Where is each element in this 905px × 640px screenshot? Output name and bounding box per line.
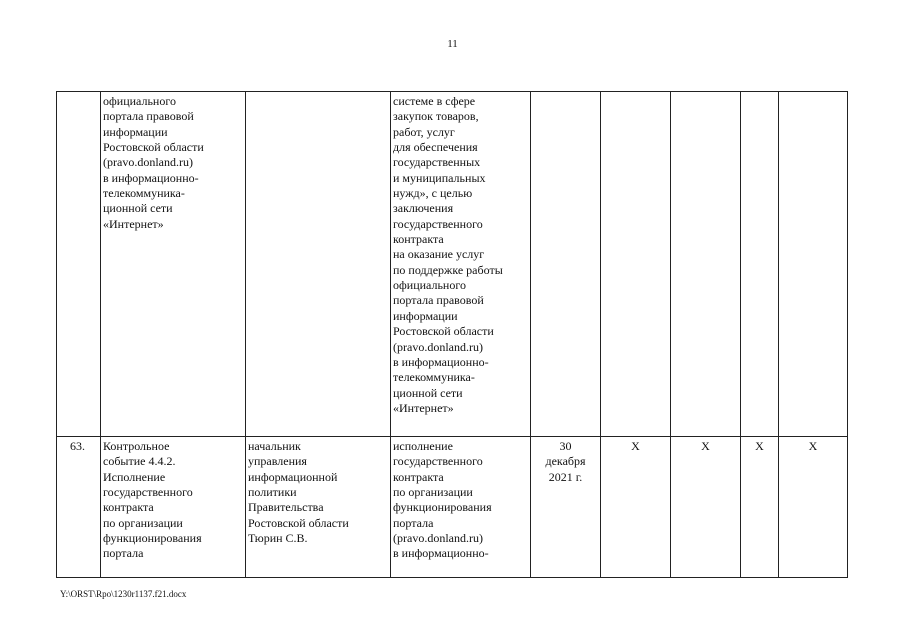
mark-cell: Х [671,437,741,578]
mark-cell: Х [779,437,848,578]
responsible-cell [246,92,391,437]
mark-cell [741,92,779,437]
page-number: 11 [447,38,458,50]
date-cell [531,92,601,437]
plan-table [56,91,848,578]
result-cell: системе в сфере закупок товаров, работ, услуг для обеспечения государственных и муниципальных нужд», с целью заключения государственного контракта на оказание услуг по поддержке работы официального портала правовой информации Ростовской области (pravo.donland.ru) в информационно- телекоммуника- ционной сети «Интернет» [391,92,531,437]
table-row [57,437,848,578]
event-cell: официального портала правовой информации Ростовской области (pravo.donland.ru) в информационно- телекоммуника- ционной сети «Интернет» [101,92,246,437]
row-number: 63. [57,437,101,578]
event-cell: Контрольное событие 4.4.2. Исполнение государственного контракта по организации функционирования портала [101,437,246,578]
table-row [57,92,848,437]
mark-cell: Х [601,437,671,578]
mark-cell [601,92,671,437]
mark-cell: Х [741,437,779,578]
file-path-footer: Y:\ORST\Rpo\1230r1137.f21.docx [60,589,187,599]
mark-cell [671,92,741,437]
responsible-cell: начальник управления информационной политики Правительства Ростовской области Тюрин С.В. [246,437,391,578]
date-cell: 30 декабря 2021 г. [531,437,601,578]
row-number [57,92,101,437]
mark-cell [779,92,848,437]
result-cell: исполнение государственного контракта по организации функционирования портала (pravo.donland.ru) в информационно- [391,437,531,578]
